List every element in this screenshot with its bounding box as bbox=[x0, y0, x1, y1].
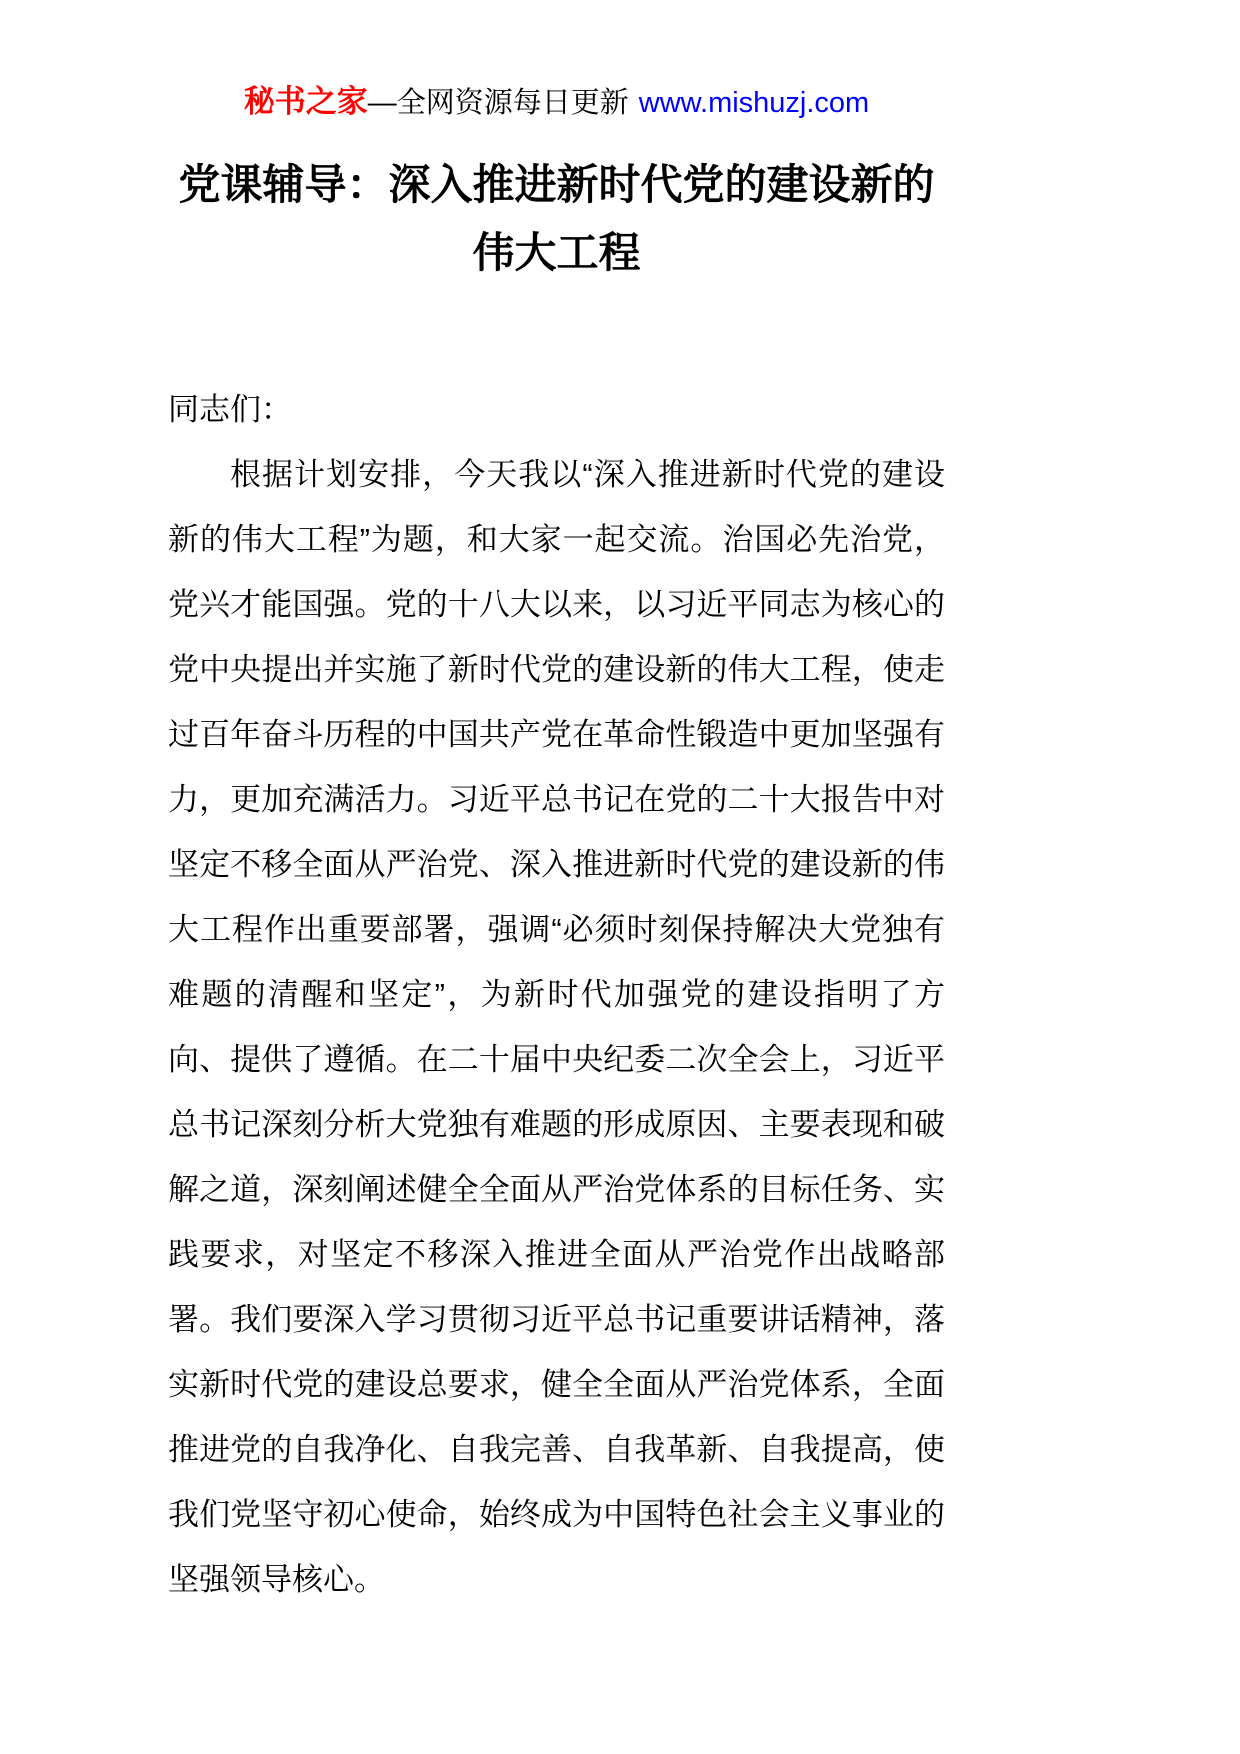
document-body bbox=[168, 377, 945, 1612]
site-header bbox=[168, 80, 945, 125]
document-title: 党课辅导：深入推进新时代党的建设新的伟大工程 bbox=[178, 161, 935, 276]
salutation: 同志们： bbox=[168, 392, 292, 427]
site-url-link[interactable]: www.mishuzj.com bbox=[638, 87, 870, 119]
site-name: 秘书之家 bbox=[243, 84, 368, 119]
site-tagline: —全网资源每日更新 bbox=[367, 87, 629, 119]
body-paragraph: 根据计划安排，今天我以“深入推进新时代党的建设新的伟大工程”为题，和大家一起交流。治国必先治党，党兴才能国强。党的十八大以来，以习近平同志为核心的党中央提出并实施了新时代党的建设新的伟大工程，使走过百年奋斗历程的中国共产党在革命性锻造中更加坚强有力，更加充满活力。习近平总书记在党的二十大报告中对坚定不移全面从严治党、深入推进新时代党的建设新的伟大工程作出重要部署，强调“必须时刻保持解决大党独有难题的清醒和坚定”，为新时代加强党的建设指明了方向、提供了遵循。在二十届中央纪委二次全会上，习近平总书记深刻分析大党独有难题的形成原因、主要表现和破解之道，深刻阐述健全全面从严治党体系的目标任务、实践要求，对坚定不移深入推进全面从严治党作出战略部署。我们要深入学习贯彻习近平总书记重要讲话精神，落实新时代党的建设总要求，健全全面从严治党体系，全面推进党的自我净化、自我完善、自我革新、自我提高，使我们党坚守初心使命，始终成为中国特色社会主义事业的坚强领导核心。 bbox=[168, 457, 945, 1597]
